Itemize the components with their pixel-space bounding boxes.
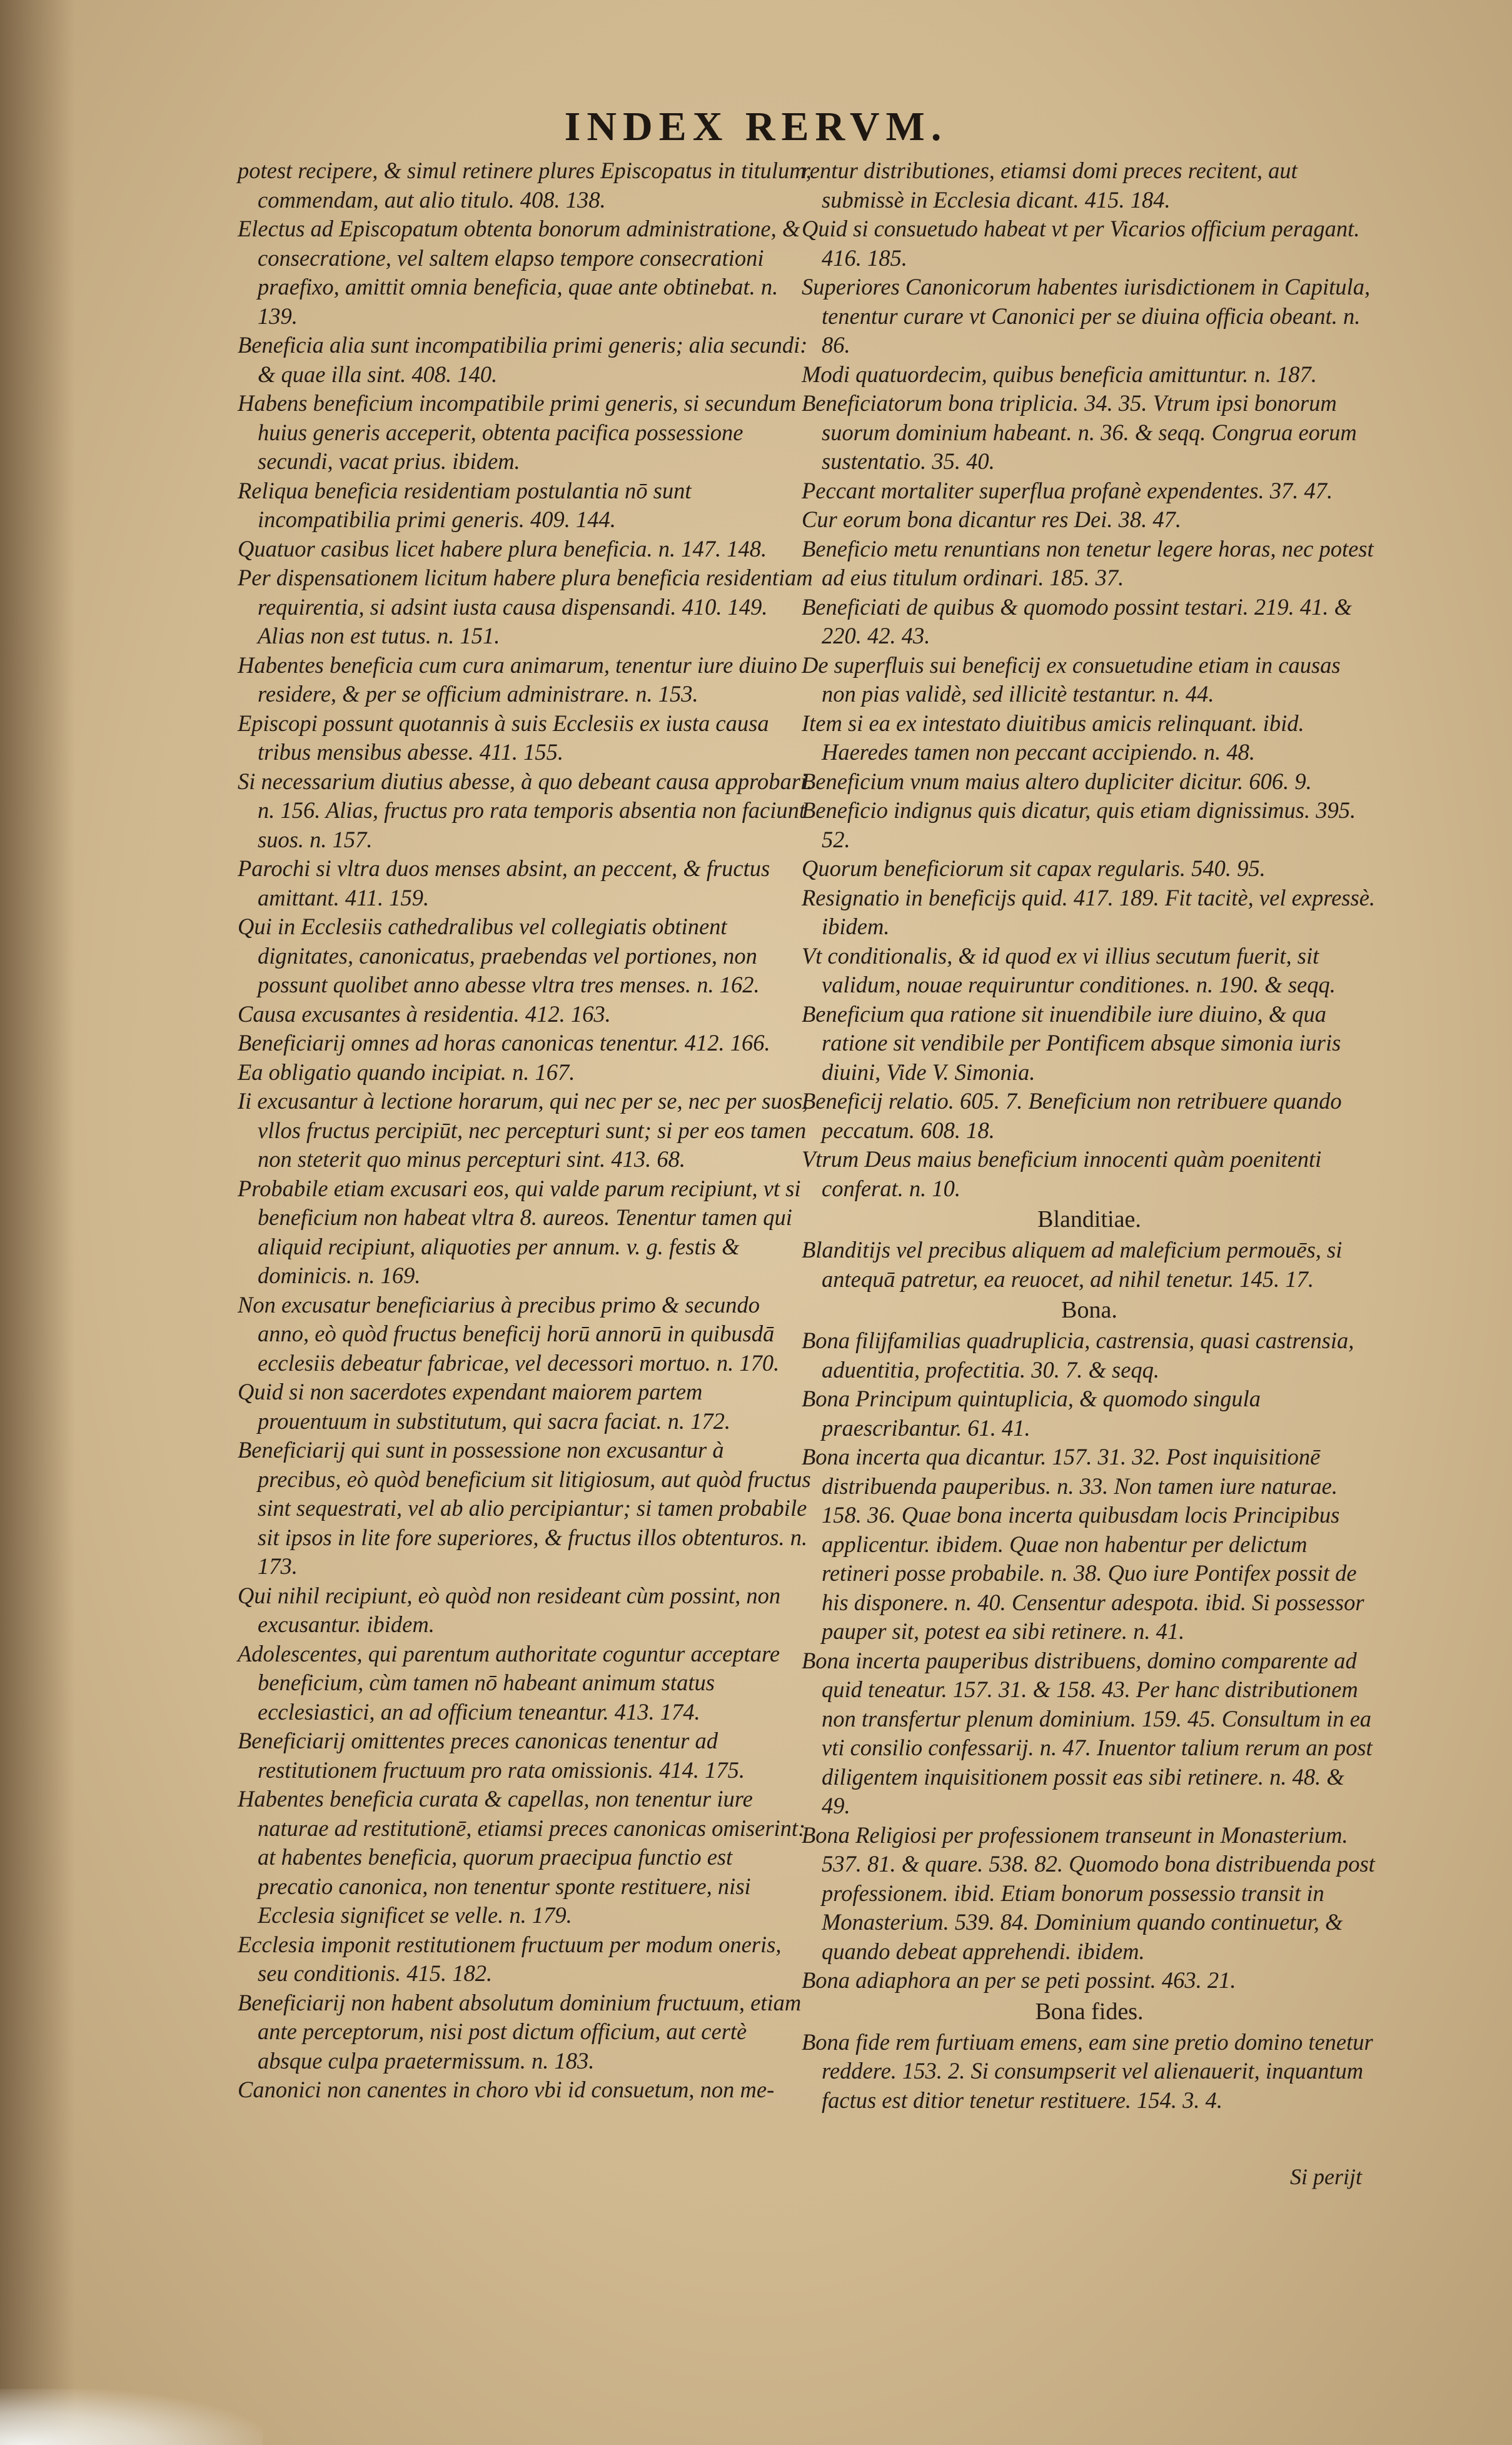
- index-entry: Canonici non canentes in choro vbi id consuetum, non me-: [238, 2077, 775, 2102]
- index-entry: potest recipere, & simul retinere plures Episcopatus in titulum, commendam, aut alio titulo. 408. 138.: [238, 158, 812, 213]
- index-entry: Causa excusantes à residentia. 412. 163.: [238, 1001, 611, 1027]
- index-entry: Cur eorum bona dicantur res Dei. 38. 47.: [802, 507, 1181, 532]
- index-entry: Bona incerta pauperibus distribuens, domino comparente ad quid teneatur. 157. 31. & 158. 43. Per hanc distributionem non transfertur plenum dominium. 159. 45. Consultum in ea vti consilio confessarij. n. 47. Inuentor talium rerum an post diligentem inquisitionem possit eas sibi retinere. n. 48. & 49.: [802, 1647, 1373, 1818]
- index-entry: Probabile etiam excusari eos, qui valde parum recipiunt, vt si beneficium non habeat vltra 8. aureos. Tenentur tamen qui aliquid recipiunt, aliquoties per annum. v. g. festis & dominicis. n. 169.: [238, 1175, 801, 1288]
- index-entry: Parochi si vltra duos menses absint, an peccent, & fructus amittant. 411. 159.: [238, 855, 770, 910]
- index-column-right: [802, 156, 1377, 2115]
- index-entry: Ecclesia imponit restitutionem fructuum per modum oneris, seu conditionis. 415. 182.: [238, 1931, 782, 1986]
- catchword: Si perijt: [1290, 2164, 1362, 2189]
- index-entry: Superiores Canonicorum habentes iurisdictionem in Capitula, tenentur curare vt Canonici per se diuina officia obeant. n. 86.: [802, 274, 1371, 358]
- index-entry: Beneficiarij qui sunt in possessione non excusantur à precibus, eò quòd beneficium sit litigiosum, aut quòd fructus sint sequestrati, vel ab alio percipiantur; si tamen probabile sit ipsos in lite fore superiores, & fructus illos obtenturos. n. 173.: [238, 1437, 811, 1579]
- index-entry: Quorum beneficiorum sit capax regularis. 540. 95.: [802, 855, 1266, 881]
- index-entry: Bona Principum quintuplicia, & quomodo singula praescribantur. 61. 41.: [802, 1386, 1261, 1441]
- index-entry: Peccant mortaliter superflua profanè expendentes. 37. 47.: [802, 477, 1333, 503]
- index-entry: Habens beneficium incompatibile primi generis, si secundum huius generis acceperit, obtenta pacifica possessione secundi, vacat prius. ibidem.: [238, 390, 797, 474]
- page-gutter-shadow: [0, 0, 75, 2445]
- index-entry: Blanditijs vel precibus aliquem ad maleficium permouēs, si antequā patretur, ea reuocet, ad nihil tenetur. 145. 17.: [802, 1237, 1343, 1292]
- index-entry: Si necessarium diutius abesse, à quo debeant causa approbari. n. 156. Alias, fructus pro rata temporis absentia non faciunt suos. n. 157.: [238, 768, 813, 852]
- section-heading: Bona fides.: [1035, 1998, 1144, 2025]
- index-entry: De superfluis sui beneficij ex consuetudine etiam in causas non pias validè, sed illicitè testantur. n. 44.: [802, 652, 1341, 707]
- index-entry: rentur distributiones, etiamsi domi preces recitent, aut submissè in Ecclesia dicant. 415. 184.: [802, 158, 1298, 213]
- index-entry: Bona filijfamilias quadruplicia, castrensia, quasi castrensia, aduentitia, profectitia. 30. 7. & seqq.: [802, 1328, 1354, 1383]
- index-entry: Quatuor casibus licet habere plura beneficia. n. 147. 148.: [238, 535, 767, 562]
- index-entry: Electus ad Episcopatum obtenta bonorum administratione, & consecratione, vel saltem elapso tempore consecrationi praefixo, amittit omnia beneficia, quae ante obtinebat. n. 139.: [238, 216, 800, 329]
- index-entry: Beneficio indignus quis dicatur, quis etiam dignissimus. 395. 52.: [802, 797, 1356, 852]
- section-heading: Blanditiae.: [1037, 1206, 1141, 1233]
- index-entry: Beneficiarij omittentes preces canonicas tenentur ad restitutionem fructuum pro rata omissionis. 414. 175.: [238, 1728, 745, 1783]
- index-entry: Habentes beneficia curata & capellas, non tenentur iure naturae ad restitutionē, etiamsi preces canonicas omiserint: at habentes beneficia, quorum praecipua functio est precatio canonica, non tenentur sponte restituere, nisi Ecclesia significet se velle. n. 179.: [238, 1786, 806, 1928]
- index-entry: Episcopi possunt quotannis à suis Ecclesiis ex iusta causa tribus mensibus abesse. 411. 155.: [238, 710, 769, 765]
- index-entry: Beneficiatorum bona triplicia. 34. 35. Vtrum ipsi bonorum suorum dominium habeant. n. 36. & seqq. Congrua eorum sustentatio. 35. 40.: [802, 390, 1357, 474]
- index-entry: Bona Religiosi per professionem transeunt in Monasterium. 537. 81. & quare. 538. 82. Quomodo bona distribuenda post professionem. ibid. Etiam bonorum possessio transit in Monasterium. 539. 84. Dominium quando continuetur, & quando debeat apprehendi. ibidem.: [802, 1822, 1375, 1964]
- index-entry: Beneficium qua ratione sit inuendibile iure diuino, & qua ratione sit vendibile per Pontificem absque simonia iuris diuini, Vide V. Simonia.: [802, 1001, 1341, 1085]
- index-entry: Adolescentes, qui parentum authoritate coguntur acceptare beneficium, cùm tamen nō habeant animum status ecclesiastici, an ad officium teneantur. 413. 174.: [238, 1640, 780, 1725]
- index-entry: Bona adiaphora an per se peti possint. 463. 21.: [802, 1967, 1236, 1993]
- index-entry: Ii excusantur à lectione horarum, qui nec per se, nec per suos, vllos fructus percipiūt, nec percepturi sunt; si per eos tamen non steterit quo minus percepturi sint. 413. 68.: [238, 1088, 809, 1172]
- index-entry: Beneficiarij non habent absolutum dominium fructuum, etiam ante perceptorum, nisi post dictum officium, aut certè absque culpa praetermissum. n. 183.: [238, 1989, 802, 2074]
- index-entry: Bona fide rem furtiuam emens, eam sine pretio domino tenetur reddere. 153. 2. Si consumpserit vel alienauerit, inquantum factus est ditior tenetur restituere. 154. 3. 4.: [802, 2029, 1373, 2113]
- index-entry: Bona incerta qua dicantur. 157. 31. 32. Post inquisitionē distribuenda pauperibus. n. 33. Non tamen iure naturae. 158. 36. Quae bona incerta quibusdam locis Principibus applicentur. ibidem. Quae non habentur per delictum retineri posse probabile. n. 38. Quo iure Pontifex possit de his disponere. n. 40. Censentur adespota. ibid. Si possessor pauper sit, potest ea sibi retinere. n. 41.: [802, 1444, 1364, 1644]
- index-entry: Qui nihil recipiunt, eò quòd non resideant cùm possint, non excusantur. ibidem.: [238, 1582, 781, 1637]
- index-entry: Ea obligatio quando incipiat. n. 167.: [238, 1059, 575, 1085]
- paper-damage: [0, 2389, 263, 2445]
- index-entry: Qui in Ecclesiis cathedralibus vel collegiatis obtinent dignitates, canonicatus, praebendas vel portiones, non possunt quolibet anno abesse vltra tres menses. n. 162.: [238, 914, 760, 997]
- index-entry: Quid si consuetudo habeat vt per Vicarios officium peragant. 416. 185.: [802, 216, 1360, 271]
- index-entry: Beneficiati de quibus & quomodo possint testari. 219. 41. & 220. 42. 43.: [802, 593, 1353, 648]
- index-entry: Beneficij relatio. 605. 7. Beneficium non retribuere quando peccatum. 608. 18.: [802, 1088, 1342, 1143]
- index-entry: Vtrum Deus maius beneficium innocenti quàm poenitenti conferat. n. 10.: [802, 1146, 1322, 1201]
- index-entry: Quid si non sacerdotes expendant maiorem partem prouentuum in substitutum, qui sacra faciat. n. 172.: [238, 1379, 731, 1434]
- index-entry: Beneficia alia sunt incompatibilia primi generis; alia secundi: & quae illa sint. 408. 140.: [238, 332, 808, 387]
- index-column-left: [238, 156, 813, 2105]
- running-head: INDEX RERVM.: [564, 104, 948, 149]
- index-entry: Vt conditionalis, & id quod ex vi illius secutum fuerit, sit validum, nouae requiruntur conditiones. n. 190. & seqq.: [802, 942, 1336, 997]
- index-entry: Habentes beneficia cum cura animarum, tenentur iure diuino residere, & per se officium administrare. n. 153.: [238, 652, 797, 707]
- index-entry: Per dispensationem licitum habere plura beneficia residentiam requirentia, si adsint iusta causa dispensandi. 410. 149. Alias non est tutus. n. 151.: [238, 565, 813, 648]
- section-heading: Bona.: [1061, 1297, 1117, 1323]
- index-entry: Reliqua beneficia residentiam postulantia nō sunt incompatibilia primi generis. 409. 144.: [238, 477, 692, 532]
- index-entry: Modi quatuordecim, quibus beneficia amittuntur. n. 187.: [802, 361, 1317, 387]
- index-entry: Beneficiarij omnes ad horas canonicas tenentur. 412. 166.: [238, 1030, 770, 1056]
- index-entry: Item si ea ex intestato diuitibus amicis relinquant. ibid. Haeredes tamen non peccant accipiendo. n. 48.: [802, 710, 1304, 765]
- index-entry: Beneficio metu renuntians non tenetur legere horas, nec potest ad eius titulum ordinari. 185. 37.: [802, 535, 1374, 590]
- index-entry: Beneficium vnum maius altero dupliciter dicitur. 606. 9.: [802, 768, 1312, 794]
- index-entry: Resignatio in beneficijs quid. 417. 189. Fit tacitè, vel expressè. ibidem.: [802, 884, 1376, 939]
- index-entry: Non excusatur beneficiarius à precibus primo & secundo anno, eò quòd fructus beneficij horū annorū in quibusdā ecclesiis debeatur fabricae, vel decessori mortuo. n. 170.: [238, 1291, 780, 1376]
